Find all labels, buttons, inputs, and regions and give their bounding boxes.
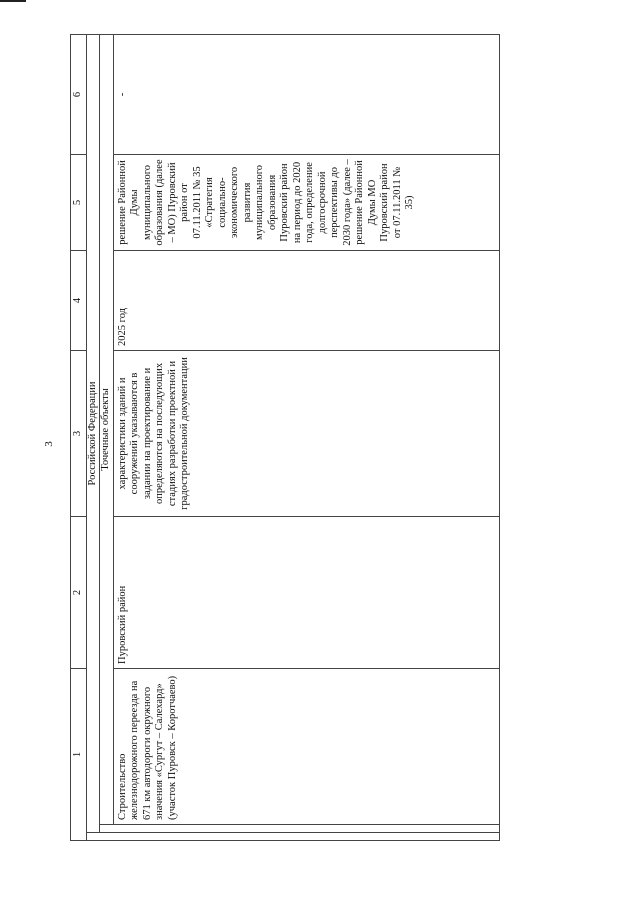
cell-deadline: 2025 год: [113, 250, 500, 350]
cell-basis-document: решение Районной Думы муниципального образования (далее – МО) Пуровский район от 07.11.2011 № 35 «Стратегия социально-экономического развития муниципального образования Пуровский район на период до 2020 года, определение долгосрочной перспективы до 2030 года» (далее – решение Районной Думы МО Пуровский район от 07.11.2011 № 35): [113, 154, 500, 250]
top-edge-mark: [0, 0, 26, 2]
category-row-1: [86, 34, 100, 840]
header-number-row: [71, 34, 87, 840]
category-federation: Российской Федерации: [86, 34, 100, 832]
left-strip-outer: [86, 833, 500, 841]
page-number: 3: [42, 441, 55, 447]
category-point-objects: Точечные объекты: [100, 34, 114, 824]
rotated-table-frame: [70, 35, 500, 841]
cell-characteristics: характеристики зданий и сооружений указываются в задании на проектирование и определяются на последующих стадиях разработки проектной и градостроительной документации: [113, 350, 500, 516]
objects-table: [70, 34, 500, 841]
header-col-1: 1: [71, 668, 87, 840]
header-col-3: 3: [71, 350, 87, 516]
table-row: [113, 34, 500, 840]
header-col-4: 4: [71, 250, 87, 350]
left-strip-inner: [100, 825, 500, 833]
header-col-2: 2: [71, 516, 87, 668]
cell-notes: -: [113, 34, 500, 154]
header-col-6: 6: [71, 34, 87, 154]
category-row-2: [100, 34, 114, 840]
cell-object-name: Строительство железнодорожного переезда на 671 км автодороги окружного значения «Сургут – Салехард» (участок Пуровск – Коротчаево): [113, 668, 500, 824]
header-col-5: 5: [71, 154, 87, 250]
cell-location: Пуровский район: [113, 516, 500, 668]
table-stage: [70, 35, 500, 841]
